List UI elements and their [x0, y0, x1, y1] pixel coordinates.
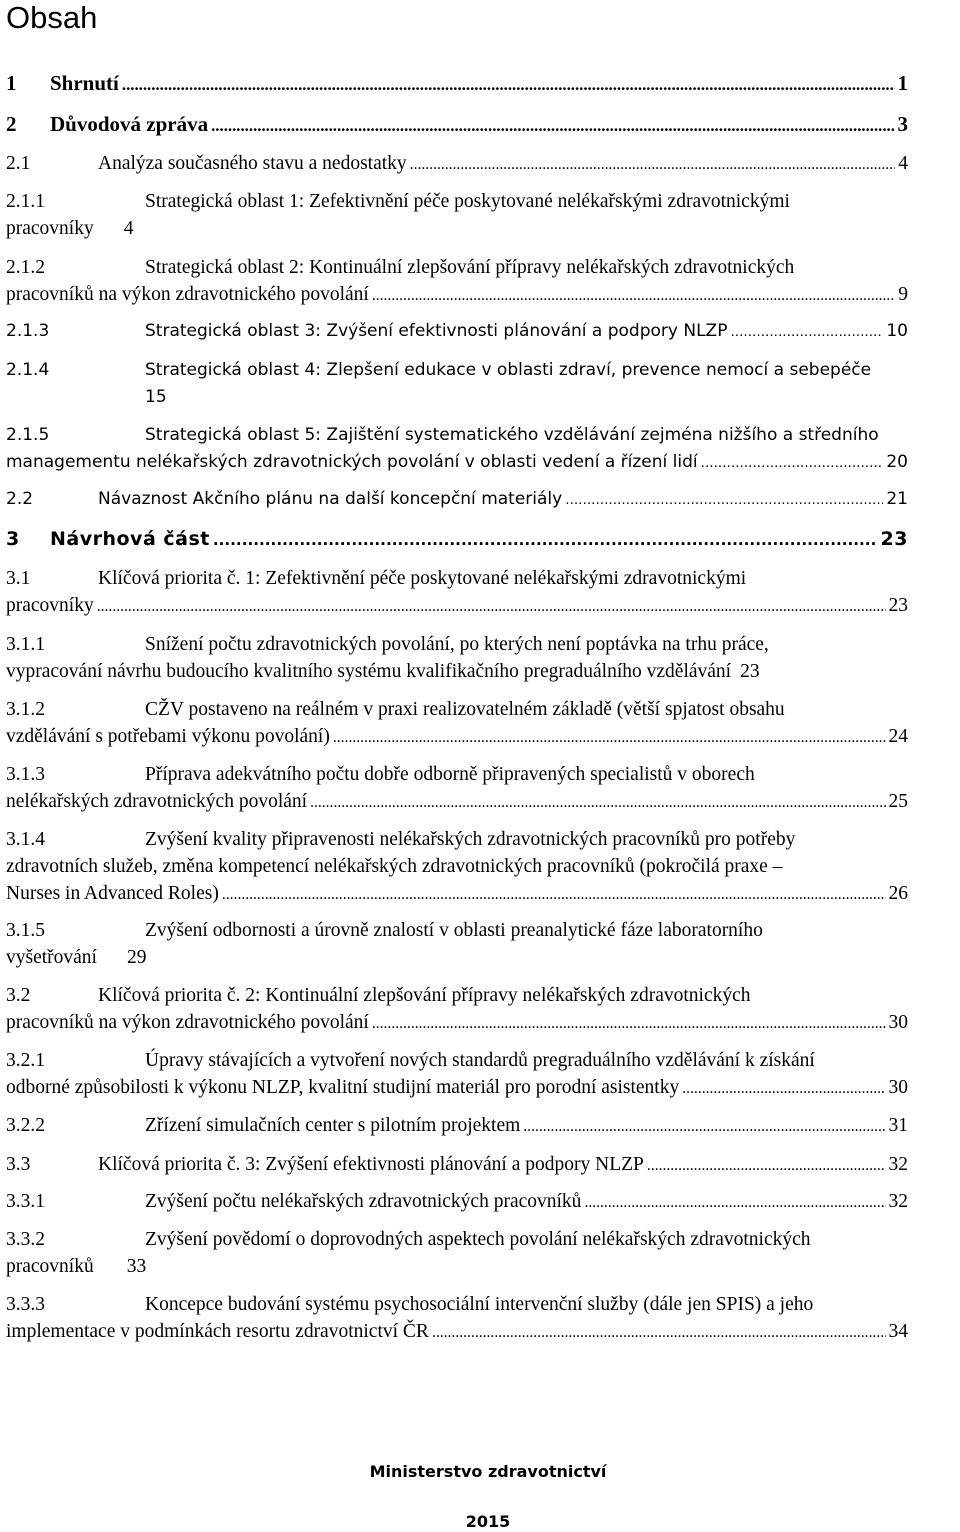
toc-page-number: 30 — [888, 1077, 908, 1098]
toc-entry-3-1-2[interactable] — [6, 696, 908, 750]
toc-leader — [432, 1319, 886, 1346]
toc-number: 3.2.1 — [6, 1050, 45, 1071]
toc-text-continued: vypracování návrhu budoucího kvalitního systému kvalifikačního pregraduálního vzdělávání — [6, 661, 732, 682]
toc-number: 3.2.2 — [6, 1115, 45, 1136]
toc-entry-3-1-4[interactable] — [6, 826, 908, 907]
toc-entry-3-1-1[interactable] — [6, 631, 908, 685]
toc-number: 3.2 — [6, 985, 31, 1006]
toc-text-continued: nelékařských zdravotnických povolání — [6, 791, 308, 812]
toc-number: 2.1.3 — [6, 321, 50, 341]
toc-leader — [565, 487, 883, 514]
toc-heading: Obsah — [6, 0, 98, 35]
toc-entry-3-1[interactable] — [6, 565, 908, 619]
toc-text: Klíčová priorita č. 1: Zefektivnění péče poskytované nelékařskými zdravotnickými — [98, 568, 747, 589]
toc-number: 2 — [6, 112, 17, 136]
toc-text: Koncepce budování systému psychosociální intervenční služby (dále jen SPIS) a jeho — [145, 1294, 814, 1315]
toc-text: CŽV postaveno na reálném v praxi realizovatelném základě (větší spjatost obsahu — [145, 699, 785, 720]
toc-entry-2-1-2[interactable] — [6, 254, 908, 308]
toc-leader — [584, 1189, 885, 1216]
toc-text: Zvýšení počtu nelékařských zdravotnických pracovníků — [145, 1191, 582, 1212]
toc-leader — [730, 319, 883, 346]
toc-number: 3.3.1 — [6, 1191, 45, 1212]
toc-page-number: 3 — [897, 112, 908, 136]
toc-text: Zřízení simulačních center s pilotním projektem — [145, 1115, 521, 1136]
toc-page-number: 21 — [886, 489, 908, 509]
toc-text: Úpravy stávajících a vytvoření nových standardů pregraduálního vzdělávání k získání — [145, 1050, 815, 1071]
toc-number: 2.1.4 — [6, 360, 50, 380]
toc-text: Zvýšení povědomí o doprovodných aspektech povolání nelékařských zdravotnických — [145, 1229, 811, 1250]
toc-text-continued: implementace v podmínkách resortu zdravotnictví ČR — [6, 1321, 429, 1342]
toc-leader — [523, 1113, 885, 1140]
toc-number: 2.2 — [6, 489, 34, 509]
toc-leader — [410, 151, 896, 178]
toc-page-number: 29 — [126, 947, 147, 968]
toc-text: Příprava adekvátního počtu dobře odborně připravených specialistů v oborech — [145, 764, 755, 785]
toc-leader — [682, 1075, 885, 1102]
toc-entry-3-1-5[interactable] — [6, 917, 908, 971]
toc-leader — [211, 112, 894, 139]
toc-leader — [122, 71, 895, 98]
toc-entry-3-3-1[interactable] — [6, 1188, 908, 1215]
toc-text: Snížení počtu zdravotnických povolání, po kterých není poptávka na trhu práce, — [145, 634, 769, 655]
toc-entry-2[interactable] — [6, 111, 908, 138]
toc-text-continued: pracovníků na výkon zdravotnického povolání — [6, 1012, 369, 1033]
toc-entry-2-2[interactable] — [6, 486, 908, 513]
toc-number: 3.3.3 — [6, 1294, 45, 1315]
toc-number: 3.3 — [6, 1154, 31, 1175]
toc-entry-2-1-1[interactable] — [6, 188, 908, 242]
toc-leader — [701, 450, 884, 477]
toc-number: 2.1.2 — [6, 257, 45, 278]
toc-number: 3.1.5 — [6, 920, 45, 941]
toc-leader — [310, 789, 885, 816]
toc-number: 2.1.5 — [6, 425, 50, 445]
toc-page-number: 26 — [888, 883, 908, 904]
toc-text: Návaznost Akčního plánu na další koncepční materiály — [98, 489, 563, 509]
toc-text: Zvýšení kvality připravenosti nelékařských zdravotnických pracovníků pro potřeby — [145, 829, 796, 850]
toc-text-continued: vyšetřování — [6, 947, 97, 968]
toc-entry-3-3[interactable] — [6, 1151, 908, 1178]
toc-text-continued: managementu nelékařských zdravotnických povolání v oblasti vedení a řízení lidí — [6, 452, 698, 472]
toc-leader — [213, 527, 878, 554]
toc-leader — [372, 282, 895, 309]
toc-leader — [333, 724, 886, 751]
toc-text-continued: pracovníků na výkon zdravotnického povolání — [6, 284, 369, 305]
toc-page-number: 4 — [898, 153, 908, 174]
footer-year: 2015 — [465, 1512, 511, 1531]
toc-text: Klíčová priorita č. 2: Kontinuální zlepšování přípravy nelékařských zdravotnických — [98, 985, 751, 1006]
toc-entry-1[interactable] — [6, 70, 908, 97]
toc-text: Důvodová zpráva — [50, 112, 209, 136]
toc-number: 2.1.1 — [6, 191, 45, 212]
toc-text: Zvýšení odbornosti a úrovně znalostí v oblasti preanalytické fáze laboratorního — [145, 920, 763, 941]
toc-page-number: 1 — [897, 71, 908, 95]
toc-text-continued: Nurses in Advanced Roles) — [6, 883, 219, 904]
toc-leader — [647, 1152, 886, 1179]
toc-text: Strategická oblast 4: Zlepšení edukace v oblasti zdraví, prevence nemocí a sebepéče — [145, 360, 872, 380]
toc-page-number: 32 — [888, 1154, 908, 1175]
toc-text-continued: zdravotních služeb, změna kompetencí nelékařských zdravotnických pracovníků (pokročilá praxe – — [6, 856, 783, 877]
toc-page-number: 32 — [888, 1191, 908, 1212]
toc-leader — [97, 593, 886, 620]
toc-text: Shrnutí — [50, 71, 119, 95]
toc-page-number: 4 — [123, 218, 134, 239]
toc-page-number: 30 — [888, 1012, 908, 1033]
toc-entry-3-1-3[interactable] — [6, 761, 908, 815]
toc-entry-2-1-5[interactable] — [6, 422, 958, 476]
toc-number: 3.1.4 — [6, 829, 45, 850]
toc-number: 1 — [6, 71, 17, 95]
toc-text: Návrhová část — [50, 528, 210, 550]
toc-number: 3 — [6, 528, 20, 550]
toc-text-continued: vzdělávání s potřebami výkonu povolání) — [6, 726, 330, 747]
toc-number: 3.1.2 — [6, 699, 45, 720]
footer-ministry: Ministerstvo zdravotnictví — [369, 1462, 607, 1481]
toc-text: Analýza současného stavu a nedostatky — [98, 153, 407, 174]
toc-text: Strategická oblast 2: Kontinuální zlepšování přípravy nelékařských zdravotnických — [145, 257, 795, 278]
toc-page-number: 9 — [898, 284, 908, 305]
toc-entry-3-3-3[interactable] — [6, 1291, 908, 1345]
toc-leader — [372, 1010, 886, 1037]
toc-page-number: 24 — [888, 726, 908, 747]
toc-leader — [222, 881, 886, 908]
toc-page-number: 23 — [888, 595, 908, 616]
toc-number: 2.1 — [6, 153, 31, 174]
toc-entry-3[interactable] — [6, 526, 908, 553]
toc-text: Strategická oblast 5: Zajištění systematického vzdělávání zejména nižšího a středního — [145, 425, 879, 445]
toc-page-number: 10 — [886, 321, 908, 341]
toc-text: Strategická oblast 1: Zefektivnění péče poskytované nelékařskými zdravotnickými — [145, 191, 790, 212]
toc-entry-3-2-1[interactable] — [6, 1047, 958, 1101]
toc-text: Strategická oblast 3: Zvýšení efektivnosti plánování a podpory NLZP — [145, 321, 728, 341]
toc-page-number: 34 — [888, 1321, 908, 1342]
toc-text-continued: odborné způsobilosti k výkonu NLZP, kvalitní studijní materiál pro porodní asistentky — [6, 1077, 680, 1098]
toc-entry-2-1[interactable] — [6, 150, 908, 177]
toc-number: 3.1.3 — [6, 764, 45, 785]
toc-number: 3.1 — [6, 568, 31, 589]
toc-page-number: 23 — [740, 661, 760, 682]
toc-number: 3.3.2 — [6, 1229, 45, 1250]
toc-text-continued: pracovníků — [6, 1256, 94, 1277]
toc-page-number: 33 — [126, 1256, 147, 1277]
toc-text: Klíčová priorita č. 3: Zvýšení efektivnosti plánování a podpory NLZP — [98, 1154, 644, 1175]
toc-text-continued: pracovníky — [6, 218, 94, 239]
toc-page-number: 23 — [880, 528, 908, 550]
toc-entry-3-3-2[interactable] — [6, 1226, 908, 1280]
toc-page-number: 25 — [888, 791, 908, 812]
toc-entry-3-2-2[interactable] — [6, 1112, 908, 1139]
toc-entry-3-2[interactable] — [6, 982, 908, 1036]
toc-page-number: 15 — [145, 387, 167, 407]
toc-number: 3.1.1 — [6, 634, 45, 655]
toc-page-number: 31 — [888, 1115, 908, 1136]
toc-page-number: 20 — [886, 452, 908, 472]
toc-entry-2-1-4[interactable] — [6, 357, 958, 411]
toc-entry-2-1-3[interactable] — [6, 318, 908, 345]
toc-text-continued: pracovníky — [6, 595, 94, 616]
